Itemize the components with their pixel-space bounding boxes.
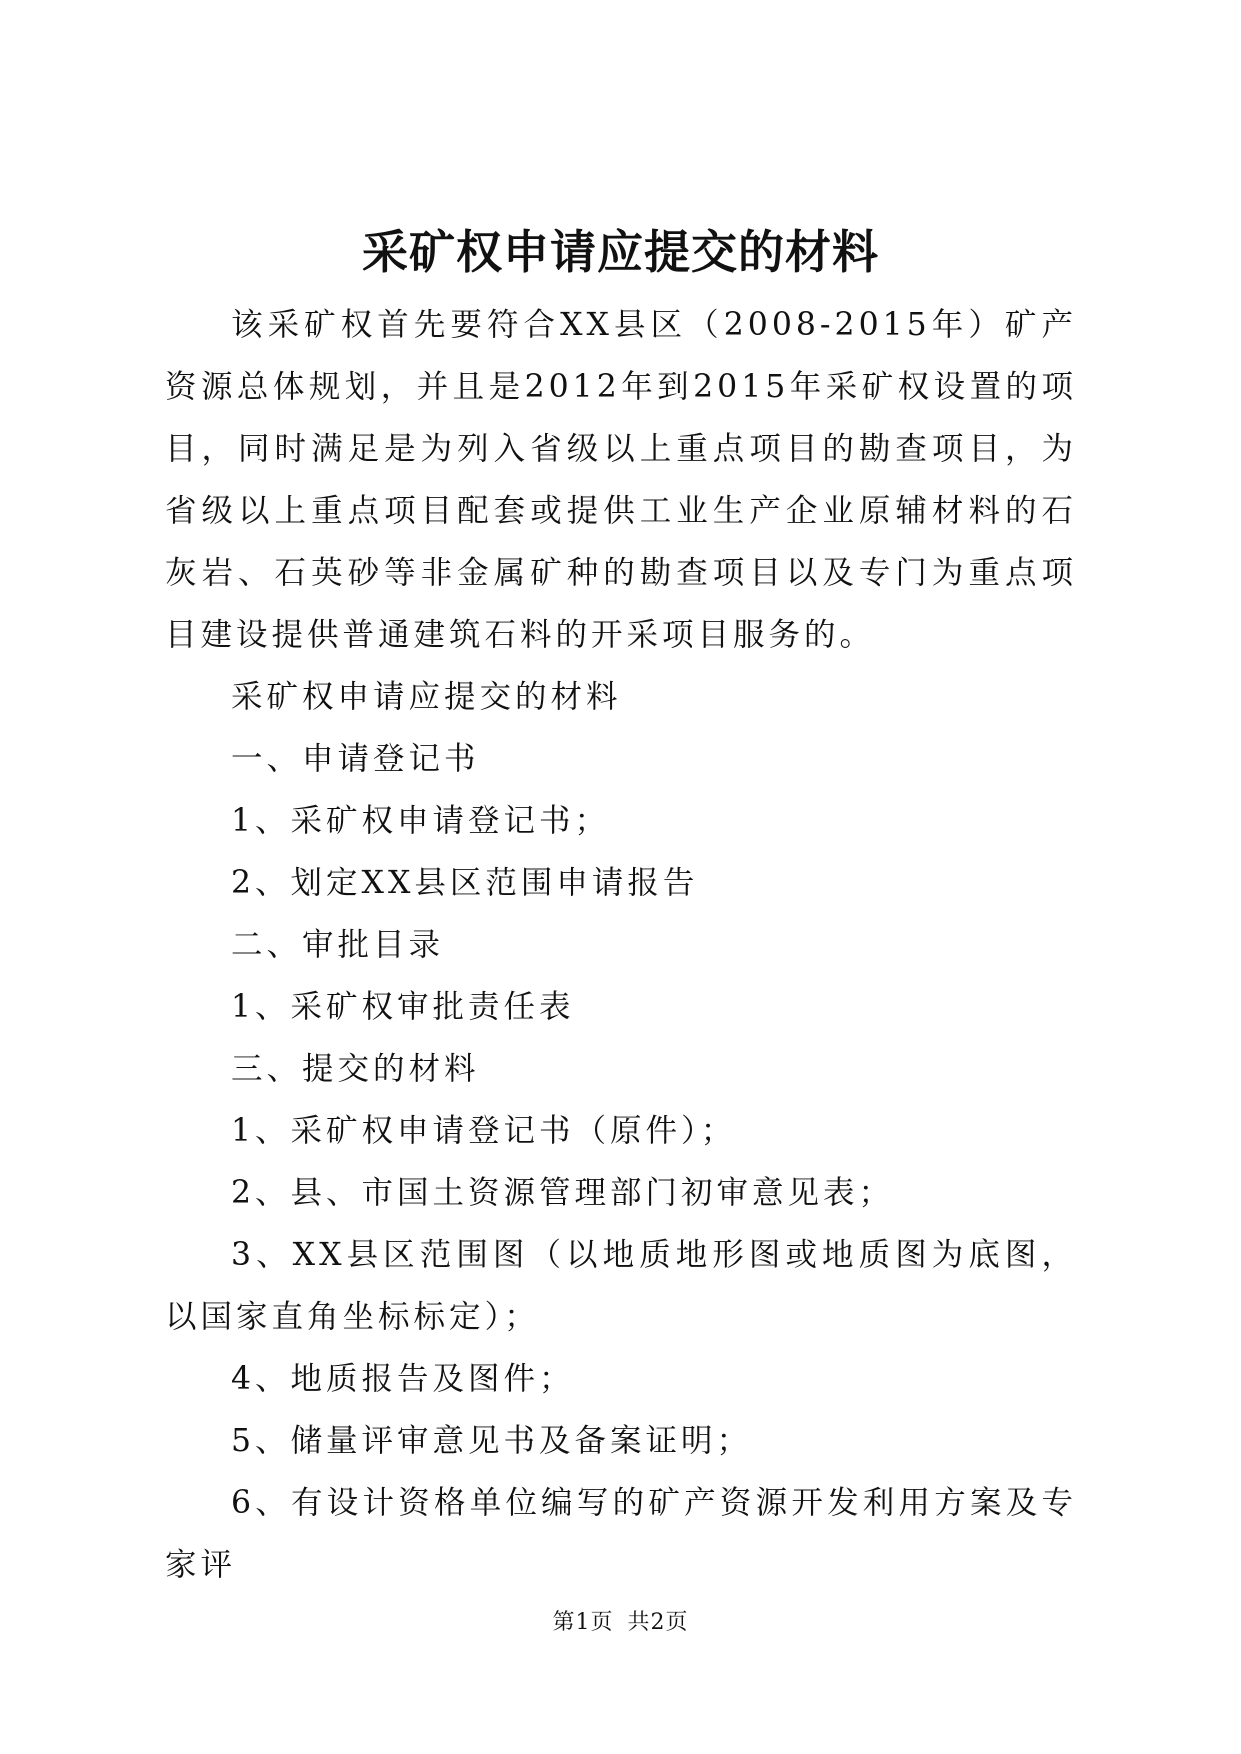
list-item: 2、划定XX县区范围申请报告 bbox=[231, 865, 699, 901]
list-item: 2、县、市国土资源管理部门初审意见表； bbox=[231, 1175, 895, 1211]
list-item: 5、储量评审意见书及备案证明； bbox=[231, 1423, 753, 1459]
page-total: 共2页 bbox=[627, 1610, 689, 1635]
list-item: 4、地质报告及图件； bbox=[231, 1361, 575, 1397]
page-number: 第1页 bbox=[552, 1610, 614, 1635]
document-body bbox=[165, 294, 1077, 1596]
list-item: 1、采矿权审批责任表 bbox=[231, 989, 575, 1025]
list-item: 3、XX县区范围图（以地质地形图或地质图为底图，以国家直角坐标标定）； bbox=[165, 1237, 1077, 1335]
list-heading: 一、申请登记书 bbox=[231, 741, 480, 777]
list-item: 1、采矿权申请登记书（原件）； bbox=[231, 1113, 737, 1149]
list-item: 6、有设计资格单位编写的矿产资源开发利用方案及专家评 bbox=[165, 1485, 1077, 1583]
list-heading: 二、审批目录 bbox=[231, 927, 445, 963]
list-heading: 三、提交的材料 bbox=[231, 1051, 480, 1087]
list-item: 1、采矿权申请登记书； bbox=[231, 803, 611, 839]
document-title: 采矿权申请应提交的材料 bbox=[362, 225, 879, 279]
section-heading: 采矿权申请应提交的材料 bbox=[231, 679, 622, 715]
page-footer bbox=[0, 1608, 1241, 1638]
intro-paragraph: 该采矿权首先要符合XX县区（2008-2015年）矿产资源总体规划，并且是2012年到2015年采矿权设置的项目，同时满足是为列入省级以上重点项目的勘查项目，为省级以上重点项目配套或提供工业生产企业原辅材料的石灰岩、石英砂等非金属矿种的勘查项目以及专门为重点项目建设提供普通建筑石料的开采项目服务的。 bbox=[165, 307, 1077, 653]
